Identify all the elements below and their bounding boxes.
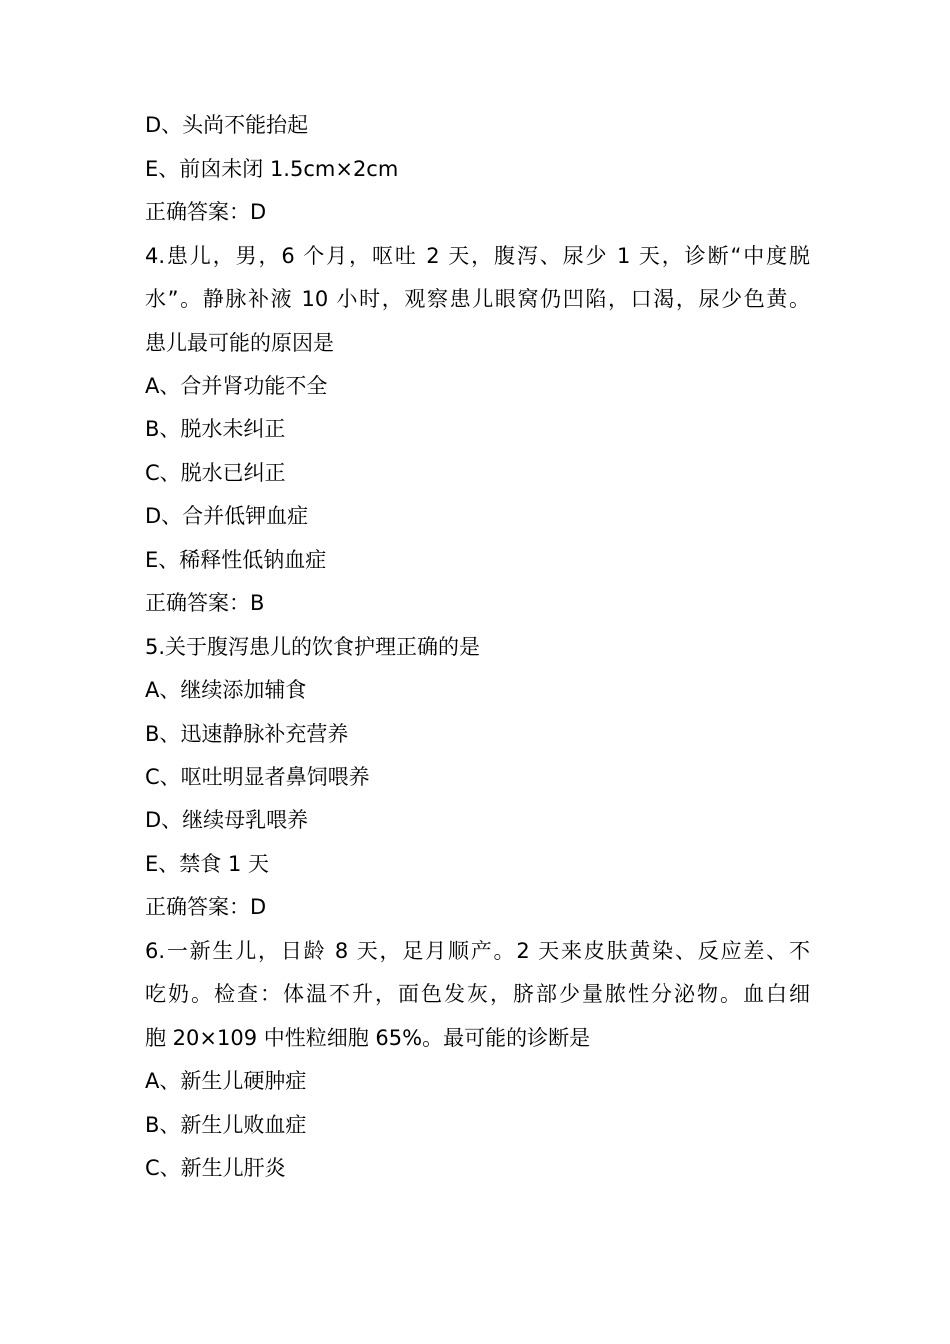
option-a-q6: A、新生儿硬肿症: [145, 1069, 307, 1093]
question-4-line-1: 4.患儿，男，6 个月，呕吐 2 天，腹泻、尿少 1 天，诊断“中度脱: [145, 244, 810, 268]
answer-q4: 正确答案：B: [145, 591, 265, 615]
option-b-q6: B、新生儿败血症: [145, 1113, 307, 1137]
option-e-q5: E、禁食 1 天: [145, 852, 269, 876]
option-c-q5: C、呕吐明显者鼻饲喂养: [145, 765, 370, 789]
option-a-q4: A、合并肾功能不全: [145, 374, 328, 398]
option-d-q5: D、继续母乳喂养: [145, 808, 309, 832]
option-c-q4: C、脱水已纠正: [145, 461, 286, 485]
option-e-q4: E、稀释性低钠血症: [145, 548, 327, 572]
question-4-line-3: 患儿最可能的原因是: [145, 331, 334, 355]
question-5: 5.关于腹泻患儿的饮食护理正确的是: [145, 635, 481, 659]
option-e-q3: E、前囟未闭 1.5cm×2cm: [145, 157, 399, 181]
question-6-line-3: 胞 20×109 中性粒细胞 65%。最可能的诊断是: [145, 1026, 591, 1050]
question-6-line-2: 吃奶。检查：体温不升，面色发灰，脐部少量脓性分泌物。血白细: [145, 982, 810, 1006]
answer-q5: 正确答案：D: [145, 895, 267, 919]
option-d-q4: D、合并低钾血症: [145, 504, 309, 528]
question-4-line-2: 水”。静脉补液 10 小时，观察患儿眼窝仍凹陷，口渴，尿少色黄。: [145, 287, 810, 311]
option-d-q3: D、头尚不能抬起: [145, 113, 309, 137]
option-b-q4: B、脱水未纠正: [145, 417, 286, 441]
option-c-q6: C、新生儿肝炎: [145, 1156, 286, 1180]
option-a-q5: A、继续添加辅食: [145, 678, 307, 702]
option-b-q5: B、迅速静脉补充营养: [145, 722, 349, 746]
answer-q3: 正确答案：D: [145, 200, 267, 224]
question-6-line-1: 6.一新生儿，日龄 8 天，足月顺产。2 天来皮肤黄染、反应差、不: [145, 939, 810, 963]
